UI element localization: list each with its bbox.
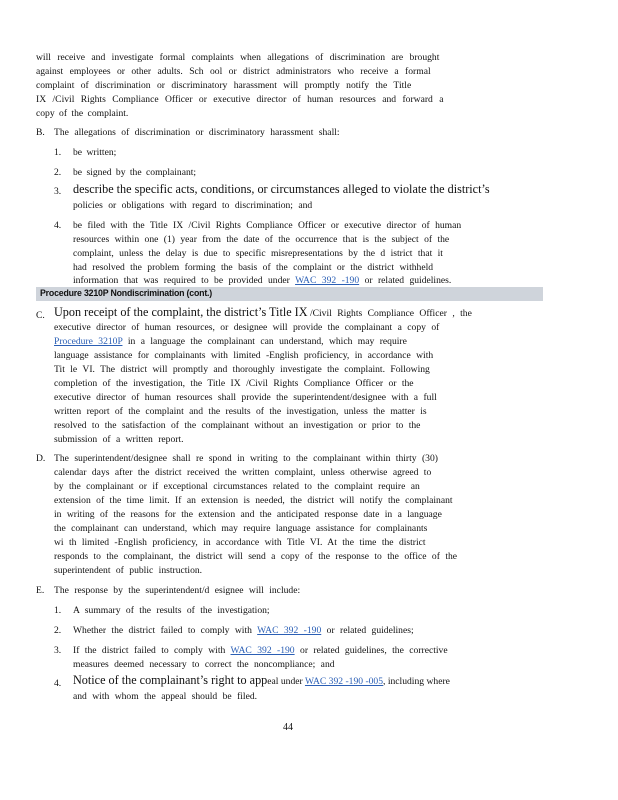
intro-line-5: copy of the complaint. [36,108,129,119]
banner-label: Procedure 3210P Nondiscrimination (cont.) [40,288,213,298]
intro-line-3: complaint of discrimination or discriminatory harassment will promptly notify the Title [36,80,412,91]
section-c-line-3-rest: in a language the complainant can understand, which may require [127,336,407,347]
section-d-line-6: the complainant can understand, which may require language assistance for complainants [54,523,428,534]
section-c-line-9: resolved to the satisfaction of the complainant without an investigation or prior to the [54,420,421,431]
section-e-lead: The response by the superintendent/d esignee will include: [54,585,301,596]
e-item-3-text [73,644,448,658]
procedure-3210p-link[interactable]: Procedure 3210P [54,336,123,347]
b-item-4-line-3: complaint, unless the delay is due to specific misrepresentations by the d istrict that it [73,248,443,259]
e-item-4-text-after-link: , including where [383,676,450,687]
e-item-4-line-2: and with whom the appeal should be filed. [73,691,258,702]
section-c-line-1 [54,306,472,321]
e-item-2-text-after-link: or related guidelines; [326,625,414,636]
section-d-line-5: in writing of the reasons for the extension and the anticipated response date in a language [54,509,442,520]
wac-392-190-005-link[interactable]: WAC 392 -190 -005 [304,676,384,687]
section-d-marker: D. [36,453,46,464]
b-item-4-number: 4. [54,220,62,231]
section-c-line-10: submission of a written report. [54,434,184,445]
section-d-line-3: by the complainant or if exceptional circumstances related to the complaint require an [54,481,420,492]
intro-line-1: will receive and investigate formal complaints when allegations of discrimination are brought [36,52,440,63]
section-b-lead: The allegations of discrimination or discriminatory harassment shall: [54,127,340,138]
section-d-line-8: responds to the complainant, the district will send a copy of the response to the office of the [54,551,458,562]
b-item-4-line-2: resources within one (1) year from the date of the occurrence that is the subject of the [73,234,450,245]
section-c-line-4: language assistance for complainants with limited -English proficiency, in accordance with [54,350,434,361]
section-c-line-8: written report of the complaint and the results of the investigation, unless the matter is [54,406,427,417]
wac-392-190-link[interactable]: WAC 392 -190 [257,625,322,636]
e-item-4-text [73,674,450,689]
b-item-2-number: 2. [54,167,62,178]
intro-line-2: against employees or other adults. Sch ool or district administrators who receive a formal [36,66,431,77]
e-item-1-number: 1. [54,605,62,616]
section-d-line-2: calendar days after the district received the written complaint, unless otherwise agreed to [54,467,432,478]
section-c-line-5: Tit le VI. The district will promptly and thoroughly investigate the complaint. Following [54,364,430,375]
b-item-2-text: be signed by the complainant; [73,167,197,178]
section-c-line-7: executive director of human resources shall provide the superintendent/designee with a full [54,392,437,403]
b-item-3-number: 3. [54,186,62,197]
section-c-line-2: executive director of human resources, or designee will provide the complainant a copy of [54,322,440,333]
wac-392-190-link[interactable]: WAC 392 -190 [295,275,360,286]
b-item-3-line-2: policies or obligations with regard to discrimination; and [73,200,313,211]
section-d-line-1: The superintendent/designee shall re spond in writing to the complainant within thirty (30) [54,453,438,464]
e-item-1-text: A summary of the results of the investigation; [73,605,270,616]
b-item-4-line-1: be filed with the Title IX /Civil Rights Compliance Officer or executive director of human [73,220,462,231]
b-item-1-number: 1. [54,147,62,158]
section-c-line-6: completion of the investigation, the Title IX /Civil Rights Compliance Officer or the [54,378,414,389]
section-c-marker: C. [36,310,45,321]
b-item-4-text-before-link: information that was required to be provided under [73,275,290,286]
e-item-4-number: 4. [54,678,62,689]
e-item-4-lead: Notice of the complainant’s right to app [73,673,268,687]
e-item-3-line-2: measures deemed necessary to correct the noncompliance; and [73,659,335,670]
e-item-3-text-before-link: If the district failed to comply with [73,645,226,656]
wac-392-190-link[interactable]: WAC 392 -190 [230,645,295,656]
b-item-4-line-4: had resolved the problem forming the basis of the complaint or the district withheld [73,262,434,273]
e-item-2-text [73,624,414,638]
section-c-line-1-rest: /Civil Rights Compliance Officer , the [309,308,472,319]
section-b-marker: B. [36,127,45,138]
section-e-marker: E. [36,585,45,596]
e-item-3-number: 3. [54,645,62,656]
e-item-4-text-before-link: eal under [267,676,303,687]
e-item-2-text-before-link: Whether the district failed to comply with [73,625,252,636]
intro-line-4: IX /Civil Rights Compliance Officer or executive director of human resources and forward a [36,94,444,105]
b-item-4-line-5 [73,274,451,288]
e-item-2-number: 2. [54,625,62,636]
e-item-3-text-after-link: or related guidelines, the corrective [300,645,448,656]
section-d-line-7: wi th limited -English proficiency, in accordance with Title VI. At the time the district [54,537,426,548]
section-c-line-3 [54,335,407,349]
section-d-line-9: superintendent of public instruction. [54,565,203,576]
b-item-3-text: describe the specific acts, conditions, or circumstances alleged to violate the district’s [73,182,490,196]
section-d-line-4: extension of the time limit. If an extension is needed, the district will notify the complainant [54,495,453,506]
b-item-4-text-after-link: or related guidelines. [364,275,452,286]
procedure-header-banner [36,287,543,301]
page-number: 44 [283,722,293,733]
b-item-1-text: be written; [73,147,117,158]
section-c-line-1-lead: Upon receipt of the complaint, the district’s Title IX [54,305,308,319]
